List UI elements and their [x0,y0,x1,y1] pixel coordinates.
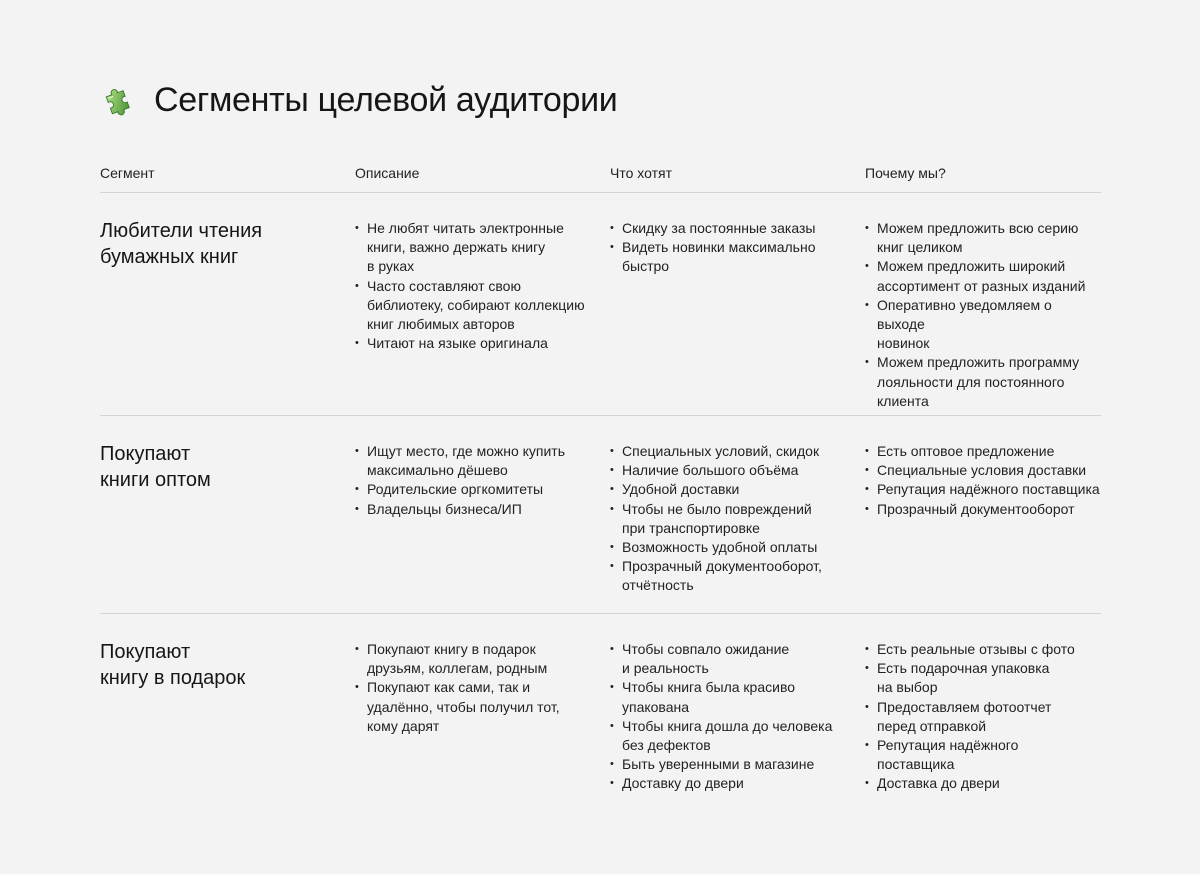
segments-table [100,160,1101,794]
list-item: • Родительские оргкомитеты [355,480,610,499]
description-list [355,442,610,613]
list-item: • Владельцы бизнеса/ИП [355,500,610,519]
why-us-list [865,640,1101,794]
list-item: • Читают на языке оригинала [355,334,610,353]
segment-name: Покупают книгу в подарок [100,641,246,689]
list-item: • Есть оптовое предложение [865,442,1101,461]
why-us-list [865,219,1101,415]
column-header-why-us: Почему мы? [865,165,946,181]
list-item: • Репутация надёжного поставщика [865,736,1101,774]
list-item: • Можем предложить всю серию книг целиком [865,219,1101,257]
list-item: • Чтобы книга была красиво упакована [610,678,865,716]
list-item: • Возможность удобной оплаты [610,538,865,557]
list-item: • Наличие большого объёма [610,461,865,480]
list-item: • Покупают книгу в подарок друзьям, коллегам, родным [355,640,610,678]
list-item: • Прозрачный документооборот, отчётность [610,557,865,595]
list-item: • Покупают как сами, так и удалённо, чтобы получил тот, кому дарят [355,678,610,736]
why-us-list [865,442,1101,613]
list-item: • Доставка до двери [865,774,1101,793]
list-item: • Специальных условий, скидок [610,442,865,461]
list-item: • Доставку до двери [610,774,865,793]
list-item: • Чтобы книга дошла до человека без дефектов [610,717,865,755]
segment-name: Покупают книги оптом [100,443,211,491]
column-header-segment: Сегмент [100,165,155,181]
list-item: • Оперативно уведомляем о выходе новинок [865,296,1101,354]
page-title: Сегменты целевой аудитории [154,80,618,119]
table-row [100,193,1101,416]
table-row [100,614,1101,794]
list-item: • Чтобы не было повреждений при транспортировке [610,500,865,538]
list-item: • Специальные условия доставки [865,461,1101,480]
list-item: • Можем предложить широкий ассортимент от разных изданий [865,257,1101,295]
list-item: • Часто составляют свою библиотеку, собирают коллекцию книг любимых авторов [355,277,610,335]
list-item: • Прозрачный документооборот [865,500,1101,519]
wants-list [610,640,865,794]
description-list [355,640,610,794]
column-header-description: Описание [355,165,420,181]
list-item: • Можем предложить программу лояльности для постоянного клиента [865,353,1101,411]
wants-list [610,219,865,415]
description-list [355,219,610,415]
table-header [100,160,1101,193]
list-item: • Быть уверенными в магазине [610,755,865,774]
column-header-wants: Что хотят [610,165,672,181]
wants-list [610,442,865,613]
segment-name: Любители чтения бумажных книг [100,220,263,268]
list-item: • Есть подарочная упаковка на выбор [865,659,1101,697]
puzzle-piece-icon [100,82,136,118]
list-item: • Ищут место, где можно купить максимально дёшево [355,442,610,480]
table-row [100,416,1101,614]
list-item: • Видеть новинки максимально быстро [610,238,865,276]
list-item: • Удобной доставки [610,480,865,499]
list-item: • Репутация надёжного поставщика [865,480,1101,499]
list-item: • Есть реальные отзывы с фото [865,640,1101,659]
list-item: • Чтобы совпало ожидание и реальность [610,640,865,678]
list-item: • Не любят читать электронные книги, важно держать книгу в руках [355,219,610,277]
title-row [100,76,617,124]
list-item: • Предоставляем фотоотчет перед отправкой [865,698,1101,736]
list-item: • Скидку за постоянные заказы [610,219,865,238]
